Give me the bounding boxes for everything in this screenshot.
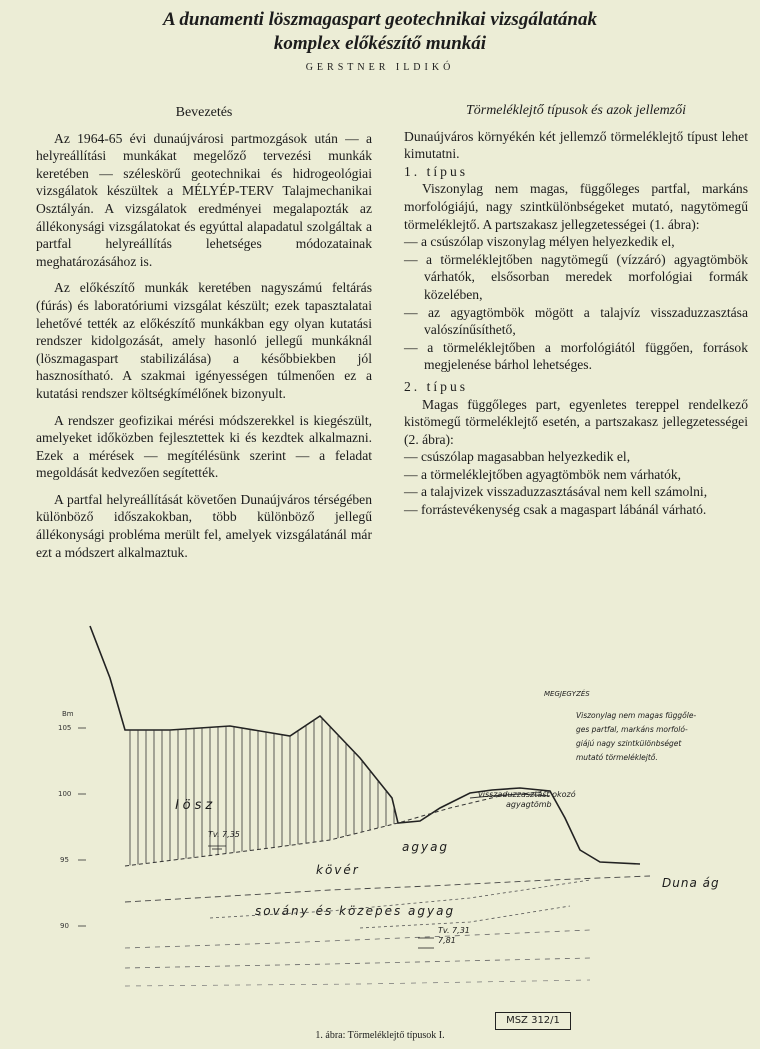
axis-tick-label: 100 bbox=[58, 790, 72, 798]
standard-code-box: MSZ 312/1 bbox=[495, 1012, 571, 1030]
layer-label-losz: lösz bbox=[175, 798, 217, 813]
list-item: — az agyagtömbök mögött a talajvíz visszaduzzasztása valószínűsíthető, bbox=[404, 304, 748, 338]
legend-title: MEGJEGYZÉS bbox=[544, 690, 590, 698]
terrain-profile bbox=[90, 626, 640, 864]
list-item: — a törmeléklejtőben nagytömegű (vízzáró) agyagtömbök várhatók, elsősorban meredek morfológiai formák közelében, bbox=[404, 251, 748, 302]
list-item: — a csúszólap viszonylag mélyen helyezkedik el, bbox=[404, 234, 675, 250]
section-heading-types: Törmeléklejtő típusok és azok jellemzői bbox=[465, 103, 687, 118]
duna-label: Duna ág bbox=[662, 876, 720, 890]
axis-tick-label: 90 bbox=[60, 922, 69, 930]
axis-tick-label: 105 bbox=[58, 724, 72, 732]
right-column bbox=[404, 102, 748, 519]
slip-line bbox=[125, 930, 590, 948]
article-title-line-1: A dunamenti löszmagaspart geotechnikai vizsgálatának bbox=[163, 9, 597, 30]
type-1-label: 1. típus bbox=[404, 163, 469, 179]
intro-paragraph: Az 1964-65 évi dunaújvárosi partmozgások után — a helyreállítási munkákat megelőző tervezési munkák keretében — széleskörű geotechnikai és hidrogeológiai vizsgálatok készültek a MÉLYÉP-TERV Talajmechanikai Osztályán. A vizsgálatok eredményei megalapozták az állékonysági vizsgálatokat és egyúttal alapadatul szolgáltak a partfal helyreállítás lehetséges módozatainak meghatározásához is. bbox=[36, 130, 372, 269]
list-item: — forrástevékenység csak a magaspart lábánál várható. bbox=[404, 502, 707, 518]
type-2-text: Magas függőleges part, egyenletes tereppel rendelkező kistömegű törmeléklejtő esetén, a partszakasz jellegzetességei (2. ábra): bbox=[404, 396, 748, 447]
list-item: — a talajvizek visszaduzzasztásával nem kell számolni, bbox=[404, 484, 708, 500]
water-level-label: Tv. 7,31 bbox=[438, 926, 470, 935]
author: GERSTNER ILDIKÓ bbox=[305, 62, 455, 73]
slip-line bbox=[125, 958, 590, 968]
axis-unit: Bm bbox=[62, 710, 74, 718]
block-label: agyagtömb bbox=[506, 800, 552, 809]
legend-line: Viszonylag nem magas függőle- bbox=[576, 711, 697, 720]
legend-line: giájú nagy szintkülönbséget bbox=[576, 739, 682, 748]
article-title-line-2: komplex előkészítő munkái bbox=[273, 33, 487, 54]
figure-caption: 1. ábra: Törmeléklejtő típusok I. bbox=[315, 1030, 445, 1041]
layer-label-agyag: agyag bbox=[402, 840, 450, 854]
layer-label-kover: kövér bbox=[316, 863, 360, 877]
list-item: — a törmeléklejtőben agyagtömbök nem várhatók, bbox=[404, 466, 682, 482]
list-item: — a törmeléklejtőben a morfológiától függően, források megjelenése bárhol lehetséges. bbox=[404, 339, 748, 373]
legend-line: mutató törmeléklejtő. bbox=[576, 753, 658, 762]
intro-paragraph: A partfal helyreállítását követően Dunaújváros térségében különböző időszakokban, több különböző jellegű állékonysági probléma merült fel, amelyek vizsgálatánál már ezt a módszert alkalmaztuk. bbox=[36, 491, 372, 560]
intro-paragraph: Az előkészítő munkák keretében nagyszámú feltárás (fúrás) és laboratóriumi vizsgálat készült; ezek tapasztalatai lehetővé tették az előkészítő munkákban egy olyan kutatási rendszer kidolgozását, amely hasonló jellegű munkáknál (löszmagaspart stabilizálása) a későbbiekben jól hasznosítható. A szakmai igényességen túlmenően ez a kutatási rendszer költségkímélőnek bizonyult. bbox=[36, 280, 372, 401]
intro-paragraph: A rendszer geofizikai mérési módszerekkel is kiegészült, amelyeket időközben fejlesztettek ki és kezdtek alkalmazni. Ezek a mérések — megítélésünk szerint — a feladat megoldását kedvezően segítették. bbox=[36, 412, 372, 481]
type-1-text: Viszonylag nem magas, függőleges partfal, markáns morfológiájú, nagy szintkülönbségeket mutató, nagytömegű törmeléklejtő. A partszakasz jellegzetességei (1. ábra): bbox=[404, 181, 748, 232]
layer-label-sovany: sovány és közepes agyag bbox=[255, 904, 456, 918]
slip-line bbox=[125, 980, 590, 986]
list-item: — csúszólap magasabban helyezkedik el, bbox=[404, 449, 631, 465]
block-label: visszaduzzasztást okozó bbox=[478, 790, 576, 799]
cross-section-figure bbox=[30, 618, 740, 1013]
types-intro: Dunaújváros környékén két jellemző törmeléklejtő típust lehet kimutatni. bbox=[404, 128, 748, 162]
axis-ticks bbox=[78, 728, 86, 926]
cross-section-drawing bbox=[30, 618, 740, 1013]
water-level-label: Tv. 7,35 bbox=[208, 830, 240, 839]
section-heading-intro: Bevezetés bbox=[175, 105, 233, 120]
legend-line: ges partfal, markáns morfoló- bbox=[576, 725, 688, 734]
water-level-label: 7,81 bbox=[438, 936, 456, 945]
axis-tick-label: 95 bbox=[60, 856, 69, 864]
losz-hatching bbox=[130, 708, 394, 870]
type-2-label: 2. típus bbox=[404, 378, 469, 394]
left-column bbox=[36, 104, 372, 570]
lower-boundary bbox=[125, 876, 650, 902]
water-table-markers bbox=[208, 846, 434, 948]
